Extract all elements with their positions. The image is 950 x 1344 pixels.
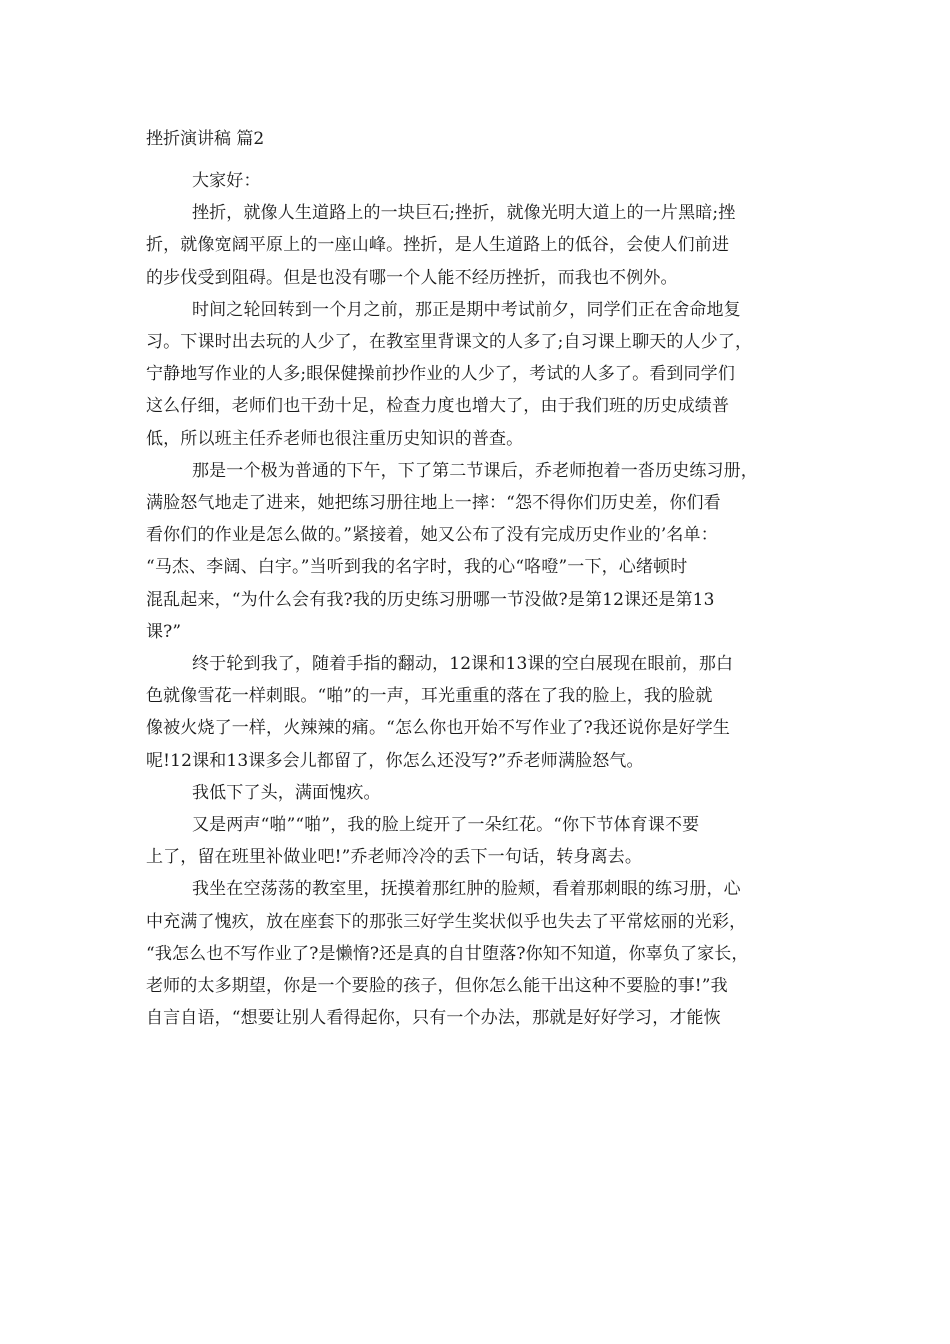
text-line: 中充满了愧疚，放在座套下的那张三好学生奖状似乎也失去了平常炫丽的光彩，	[146, 911, 747, 932]
text-line: 低，所以班主任乔老师也很注重历史知识的普查。	[146, 428, 524, 449]
text-line: 终于轮到我了，随着手指的翻动，12课和13课的空白展现在眼前，那白	[192, 654, 734, 675]
text-line: 混乱起来，“为什么会有我?我的历史练习册哪一节没做?是第12课还是第13	[146, 589, 715, 610]
text-line: 呢!12课和13课多会儿都留了，你怎么还没写?”乔老师满脸怒气。	[146, 750, 644, 771]
text-line: 习。下课时出去玩的人少了，在教室里背课文的人多了;自习课上聊天的人少了，	[146, 332, 753, 353]
text-line: 色就像雪花一样刺眼。“啪”的一声，耳光重重的落在了我的脸上，我的脸就	[146, 686, 713, 707]
text-line: 那是一个极为普通的下午，下了第二节课后，乔老师抱着一沓历史练习册，	[192, 460, 758, 481]
text-line: 上了，留在班里补做业吧!”乔老师冷冷的丢下一句话，转身离去。	[146, 847, 643, 868]
text-line: 自言自语，“想要让别人看得起你，只有一个办法，那就是好好学习，才能恢	[146, 1008, 721, 1029]
text-line: 满脸怒气地走了进来，她把练习册往地上一摔：“怨不得你们历史差，你们看	[146, 493, 721, 514]
text-line: 课?”	[146, 621, 182, 642]
text-line: 挫折，就像人生道路上的一块巨石;挫折，就像光明大道上的一片黑暗;挫	[192, 203, 736, 224]
text-line: “马杰、李阔、白宇。”当听到我的名字时，我的心“咯噔”一下，心绪顿时	[146, 557, 688, 578]
text-line: 像被火烧了一样，火辣辣的痛。“怎么你也开始不写作业了?我还说你是好学生	[146, 718, 731, 739]
document-body	[146, 165, 808, 1034]
text-line: 折，就像宽阔平原上的一座山峰。挫折，是人生道路上的低谷，会使人们前进	[146, 235, 730, 256]
text-line: 时间之轮回转到一个月之前，那正是期中考试前夕，同学们正在舍命地复	[192, 299, 741, 320]
text-line: 又是两声“啪”“啪”，我的脸上绽开了一朵红花。“你下节体育课不要	[192, 815, 700, 836]
text-line: 看你们的作业是怎么做的。”紧接着，她又公布了没有完成历史作业的’名单：	[146, 525, 718, 546]
text-line: 宁静地写作业的人多;眼保健操前抄作业的人少了，考试的人多了。看到同学们	[146, 364, 735, 385]
document-title: 挫折演讲稿 篇2	[146, 129, 265, 149]
text-line: 老师的太多期望，你是一个要脸的孩子，但你怎么能干出这种不要脸的事!”我	[146, 976, 728, 997]
text-line: 大家好：	[192, 171, 261, 191]
text-line: 我低下了头，满面愧疚。	[192, 782, 381, 803]
text-line: “我怎么也不写作业了?是懒惰?还是真的自甘堕落?你知不知道，你辜负了家长，	[146, 943, 749, 964]
text-line: 这么仔细，老师们也干劲十足，检查力度也增大了，由于我们班的历史成绩普	[146, 396, 730, 417]
text-line: 的步伐受到阻碍。但是也没有哪一个人能不经历挫折，而我也不例外。	[146, 267, 678, 288]
text-line: 我坐在空荡荡的教室里，抚摸着那红肿的脸颊，看着那刺眼的练习册，心	[192, 879, 741, 900]
